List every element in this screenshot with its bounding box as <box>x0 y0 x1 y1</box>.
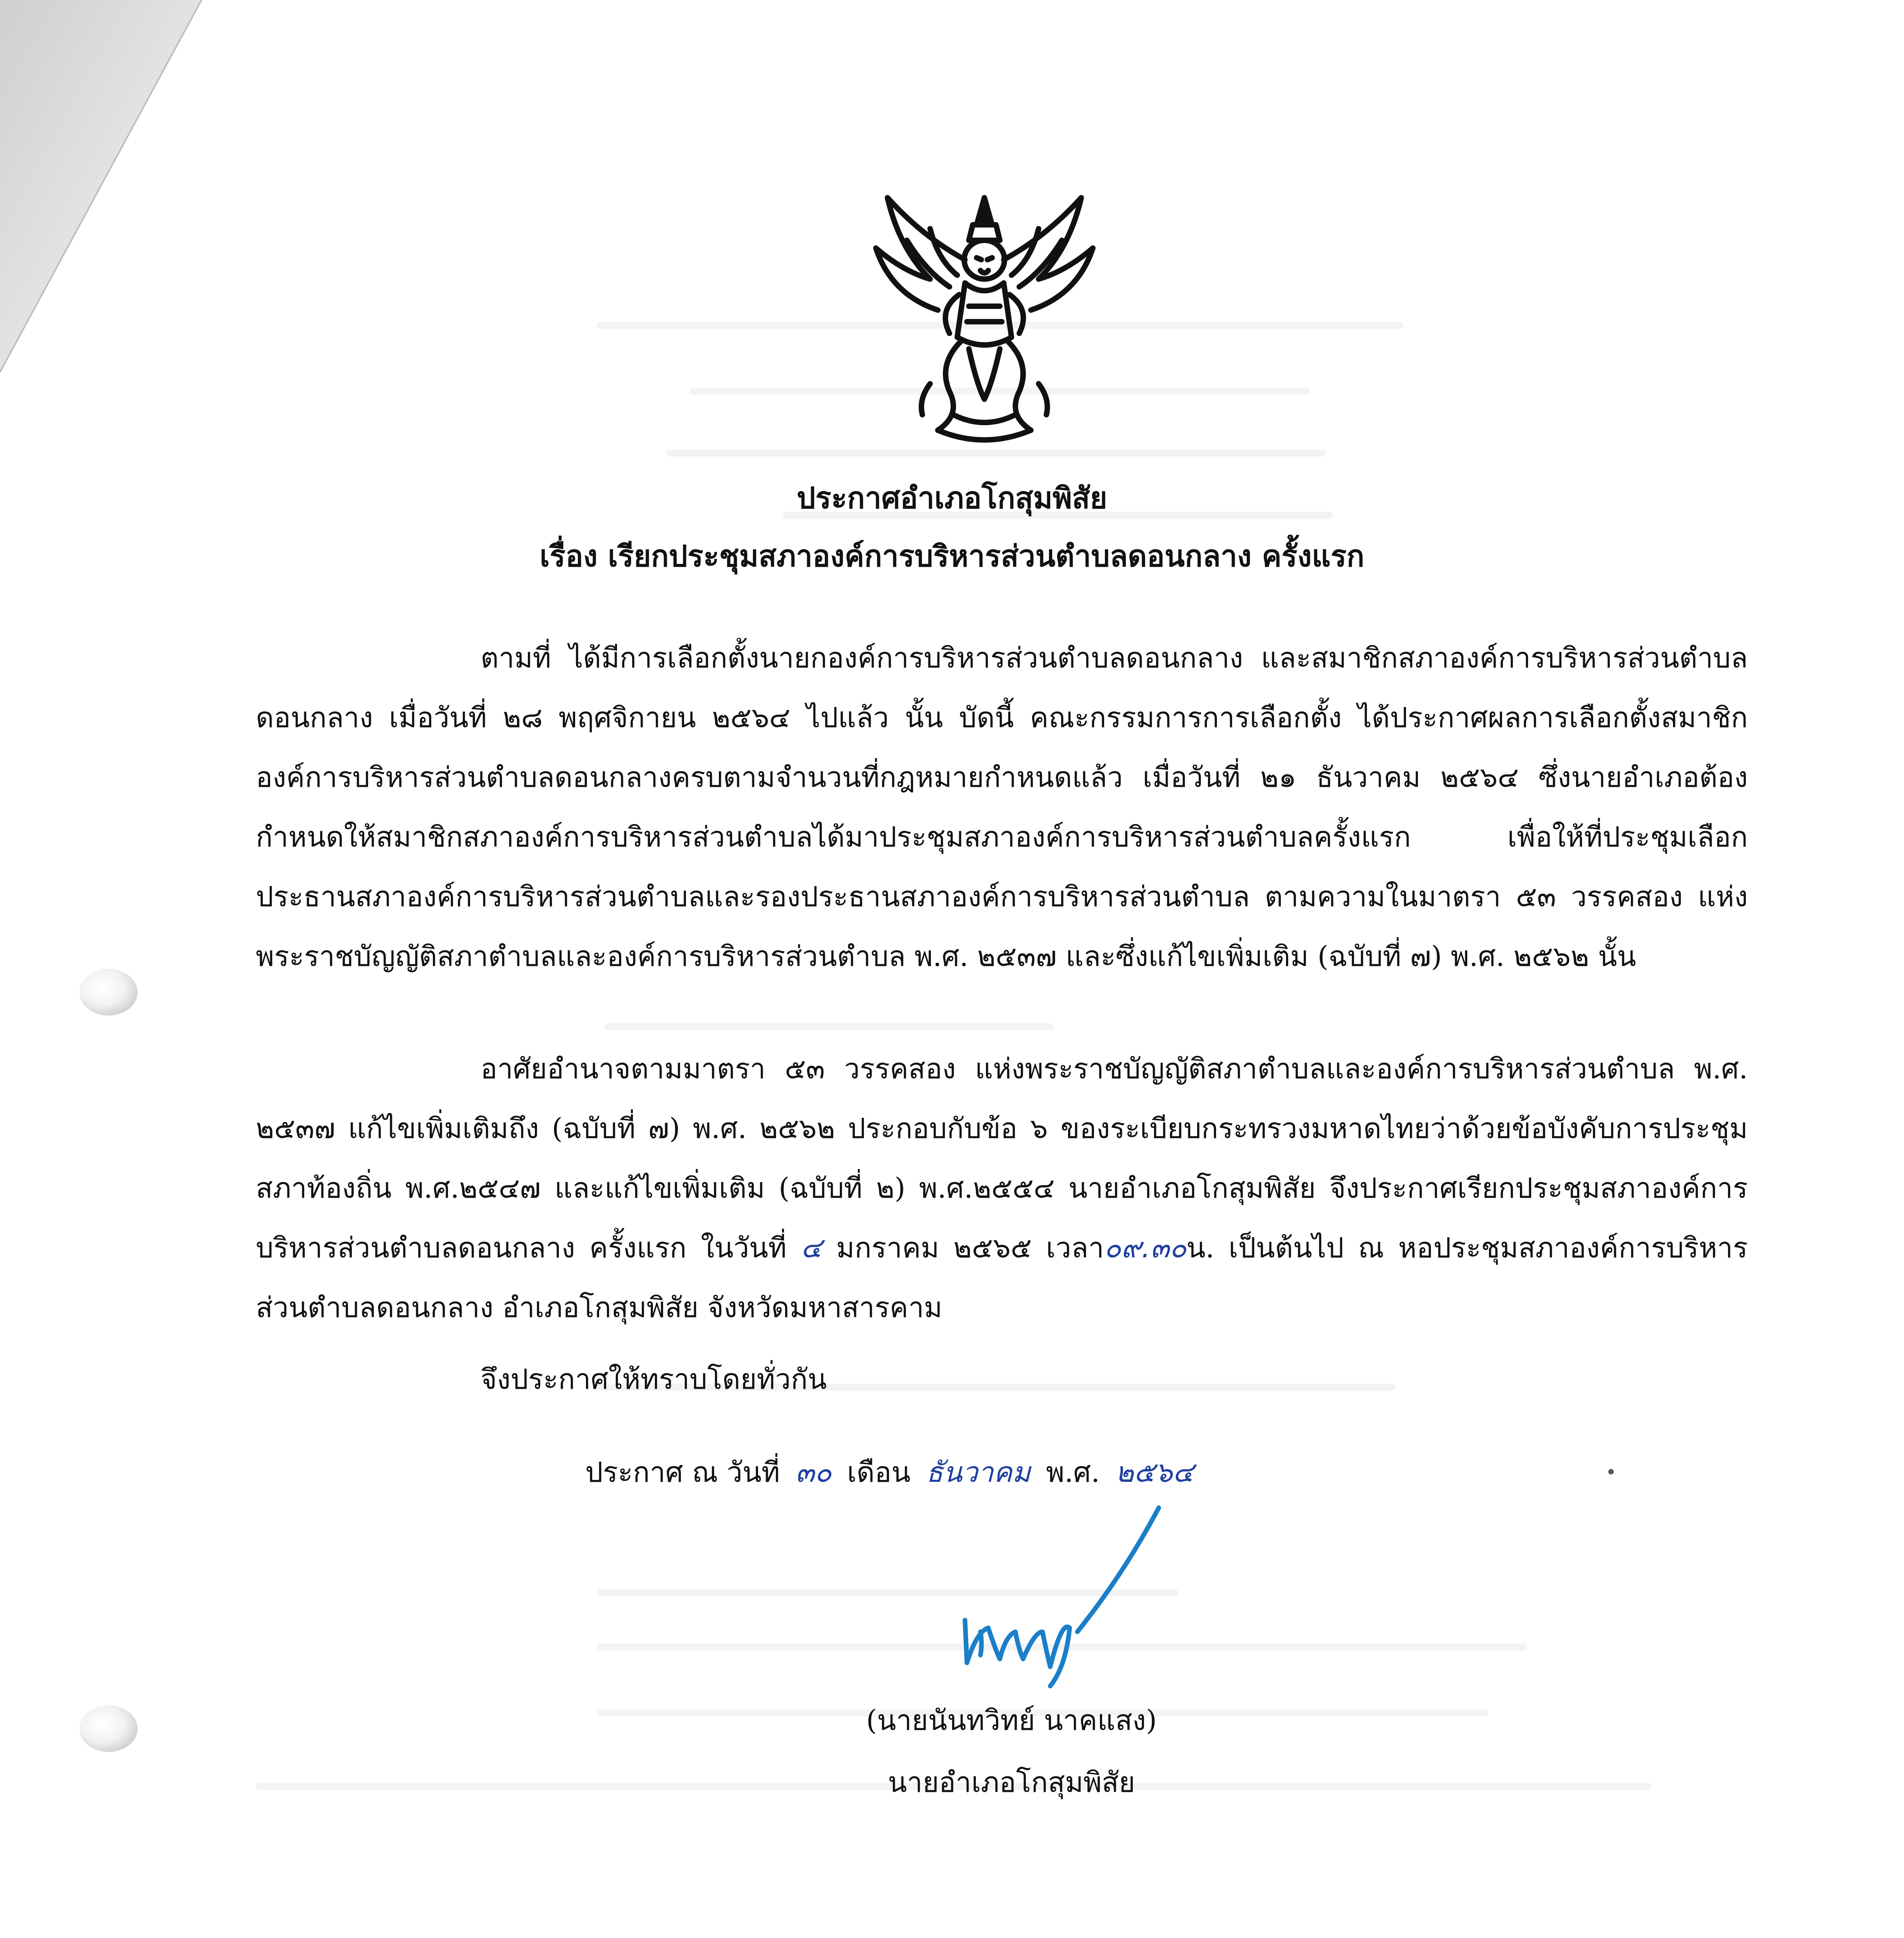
date-line <box>585 1450 1194 1494</box>
bleed-through-line <box>605 1023 1054 1030</box>
signer-position: นายอำเภอโกสุมพิสัย <box>887 1766 1136 1798</box>
date-prefix: ประกาศ ณ วันที่ <box>585 1456 780 1488</box>
handwritten-year: ๒๕๖๔ <box>1115 1456 1194 1488</box>
handwritten-day: ๓๐ <box>795 1456 832 1488</box>
announcement-title: ประกาศอำเภอโกสุมพิสัย <box>796 481 1108 515</box>
folded-corner <box>0 0 217 388</box>
signer-name: (นายนันทวิทย์ นาคแสง) <box>866 1704 1157 1736</box>
paragraph-2-start: อาศัยอำนาจตามมาตรา ๕๓ วรรคสอง แห่งพระราชบัญญัติสภาตำบลและองค์การบริหารส่วนตำบล พ.ศ. ๒๕๓๗ แก้ไขเพิ่มเติมถึง (ฉบับที่ ๗) พ.ศ. ๒๕๖๒ ประกอบกับข้อ ๖ ของระเบียบกระทรวงมหาดไทยว่าด้วยข้อบังคับการประชุมสภาท้องถิ่น พ.ศ.๒๕๔๗ และแก้ไขเพิ่มเติม (ฉบับที่ ๒) พ.ศ.๒๕๕๔ นายอำเภอโกสุมพิสัย จึงประกาศเรียกประชุมสภาองค์การบริหารส่วนตำบลดอนกลาง ครั้งแรก ในวันที่ <box>256 1052 1748 1264</box>
body-paragraph-1 <box>256 628 1748 986</box>
scan-speck <box>1608 1469 1614 1474</box>
paragraph-2-text <box>256 1039 1748 1337</box>
year-label: พ.ศ. <box>1046 1456 1100 1488</box>
month-label: เดือน <box>847 1456 911 1488</box>
handwritten-meeting-time: ๐๙.๓๐ <box>1104 1231 1187 1264</box>
closing-statement: จึงประกาศให้ทราบโดยทั่วกัน <box>481 1363 827 1395</box>
garuda-emblem-icon <box>860 182 1108 453</box>
signature-mark <box>922 1504 1194 1721</box>
paragraph-2-mid: มกราคม ๒๕๖๕ เวลา <box>836 1231 1104 1264</box>
handwritten-month: ธันวาคม <box>926 1456 1031 1488</box>
punch-hole <box>79 969 138 1016</box>
announcement-subject: เรื่อง เรียกประชุมสภาองค์การบริหารส่วนตำบลดอนกลาง ครั้งแรก <box>539 539 1365 573</box>
paragraph-1-text: ตามที่ ได้มีการเลือกตั้งนายกองค์การบริหารส่วนตำบลดอนกลาง และสมาชิกสภาองค์การบริหารส่วนตำบลดอนกลาง เมื่อวันที่ ๒๘ พฤศจิกายน ๒๕๖๔ ไปแล้ว นั้น บัดนี้ คณะกรรมการการเลือกตั้ง ได้ประกาศผลการเลือกตั้งสมาชิกองค์การบริหารส่วนตำบลดอนกลางครบตามจำนวนที่กฎหมายกำหนดแล้ว เมื่อวันที่ ๒๑ ธันวาคม ๒๕๖๔ ซึ่งนายอำเภอต้องกำหนดให้สมาชิกสภาองค์การบริหารส่วนตำบลได้มาประชุมสภาองค์การบริหารส่วนตำบลครั้งแรก เพื่อให้ที่ประชุมเลือกประธานสภาองค์การบริหารส่วนตำบลและรองประธานสภาองค์การบริหารส่วนตำบล ตามความในมาตรา ๕๓ วรรคสอง แห่งพระราชบัญญัติสภาตำบลและองค์การบริหารส่วนตำบล พ.ศ. ๒๕๓๗ และซึ่งแก้ไขเพิ่มเติม (ฉบับที่ ๗) พ.ศ. ๒๕๖๒ นั้น <box>256 641 1748 972</box>
paragraph-2-end: น. เป็นต้นไป ณ หอประชุมสภาองค์การบริหารส่วนตำบลดอนกลาง อำเภอโกสุมพิสัย จังหวัดมหาสารคาม <box>256 1231 1748 1324</box>
body-paragraph-2 <box>256 1039 1748 1337</box>
punch-hole <box>79 1705 138 1752</box>
handwritten-meeting-day: ๔ <box>801 1231 822 1264</box>
